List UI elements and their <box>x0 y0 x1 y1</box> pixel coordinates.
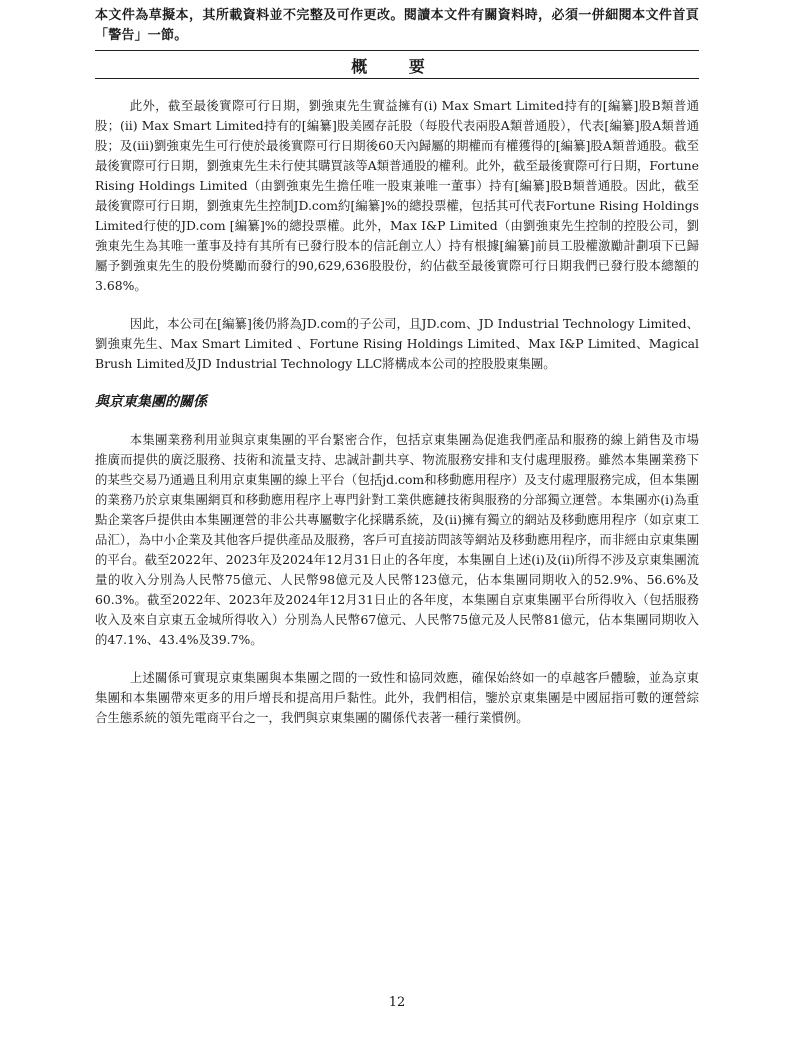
section-title: 概 要 <box>351 57 443 76</box>
subheading-jd-relationship: 與京東集團的關係 <box>95 394 207 410</box>
page-number: 12 <box>388 995 406 1010</box>
paragraph-shareholding: 此外，截至最後實際可行日期，劉強東先生實益擁有(i) Max Smart Limited持有的[編纂]股B類普通股；(ii) Max Smart Limited持有的[編纂]股美國存託股（每股代表兩股A類普通股），代表[編纂]股A類普通股；及(iii)劉強東先生可行使於最後實際可行日期後60天內歸屬的期權而有權獲得的[編纂]股A類普通股。截至最後實際可行日期，劉強東先生未行使其購買該等A類普通股的權利。此外，截至最後實際可行日期，Fortune Rising Holdings Limited（由劉強東先生擔任唯一股東兼唯一董事）持有[編纂]股B類普通股。因此，截至最後實際可行日期，劉強東先生控制JD.com約[編纂]%的總投票權，包括其可代表Fortune Rising Holdings Limited行使的JD.com [編纂]%的總投票權。此外，Max I&P Limited（由劉強東先生控制的控股公司，劉強東先生為其唯一董事及持有其所有已發行股本的信託創立人）持有根據[編纂]前員工股權激勵計劃項下已歸屬予劉強東先生的股份獎勵而發行的90,629,636股股份，約佔截至最後實際可行日期我們已發行股本總額的3.68%。 <box>95 98 699 293</box>
paragraph-controlling-group: 因此，本公司在[編纂]後仍將為JD.com的子公司，且JD.com、JD Industrial Technology Limited、劉強東先生、Max Smart Limited 、Fortune Rising Holdings Limited、Max I&P Limited、Magical Brush Limited及JD Industrial Technology LLC將構成本公司的控股股東集團。 <box>95 316 699 371</box>
paragraph-business-cooperation: 本集團業務利用並與京東集團的平台緊密合作，包括京東集團為促進我們產品和服務的線上銷售及市場推廣而提供的廣泛服務、技術和流量支持、忠誠計劃共享、物流服務安排和支付處理服務。雖然本集團業務下的某些交易乃通過且利用京東集團的線上平台（包括jd.com和移動應用程序）及支付處理服務完成，但本集團的業務乃於京東集團網頁和移動應用程序上專門針對工業供應鏈技術與服務的分部獨立運營。本集團亦(i)為重點企業客戶提供由本集團運營的非公共專屬數字化採購系統，及(ii)擁有獨立的網站及移動應用程序（如京東工品汇），為中小企業及其他客戶提供產品及服務，客戶可直接訪問該等網站及移動應用程序，而非經由京東集團的平台。截至2022年、2023年及2024年12月31日止的各年度，本集團自上述(i)及(ii)所得不涉及京東集團流量的收入分別為人民幣75億元、人民幣98億元及人民幣123億元，佔本集團同期收入的52.9%、56.6%及60.3%。截至2022年、2023年及2024年12月31日止的各年度，本集團自京東集團平台所得收入（包括服務收入及來自京東五金城所得收入）分別為人民幣67億元、人民幣75億元及人民幣81億元，佔本集團同期收入的47.1%、43.4%及39.7%。 <box>95 432 699 647</box>
paragraph-synergy: 上述關係可實現京東集團與本集團之間的一致性和協同效應，確保始終如一的卓越客戶體驗，並為京東集團和本集團帶來更多的用戶增長和提高用戶黏性。此外，我們相信，鑒於京東集團是中國屈指可數的運營綜合生態系統的領先電商平台之一，我們與京東集團的關係代表著一種行業慣例。 <box>95 670 699 725</box>
draft-warning-notice: 本文件為草擬本，其所載資料並不完整及可作更改。閱讀本文件有關資料時，必須一併細閱本文件首頁「警告」一節。 <box>95 8 699 43</box>
document-body <box>95 96 699 746</box>
header-rule-bottom <box>95 78 699 79</box>
header-rule-top <box>95 50 699 51</box>
